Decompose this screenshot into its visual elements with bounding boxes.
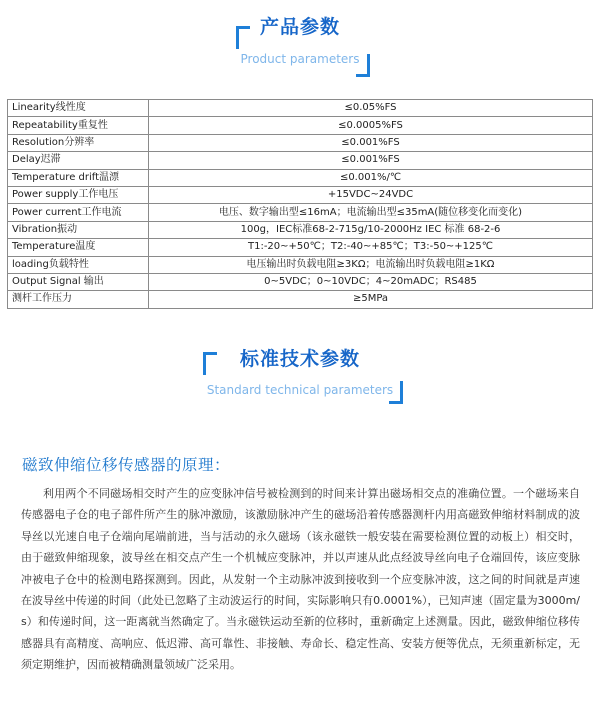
param-key: 测杆工作压力 <box>8 291 149 308</box>
param-key: Power supply工作电压 <box>8 186 149 203</box>
table-row <box>8 291 593 308</box>
section-title-en: Product parameters <box>240 52 360 66</box>
table-row <box>8 221 593 238</box>
section-title-zh: 产品参数 <box>259 16 340 38</box>
table-row <box>8 186 593 203</box>
param-key: Output Signal 输出 <box>8 273 149 290</box>
param-value: ≤0.0005%FS <box>149 117 593 134</box>
table-row <box>8 117 593 134</box>
param-value: 电压输出时负载电阻≥3KΩ；电流输出时负载电阻≥1KΩ <box>149 256 593 273</box>
param-key: Temperature温度 <box>8 239 149 256</box>
param-key: Power current工作电流 <box>8 204 149 221</box>
table-row <box>8 239 593 256</box>
table-row <box>8 256 593 273</box>
param-value: ≤0.001%/℃ <box>149 169 593 186</box>
param-value: ≤0.001%FS <box>149 152 593 169</box>
param-key: Resolution分辨率 <box>8 134 149 151</box>
table-row <box>8 134 593 151</box>
product-parameters-header <box>0 0 600 90</box>
param-value: +15VDC~24VDC <box>149 186 593 203</box>
param-value: 0~5VDC；0~10VDC；4~20mADC；RS485 <box>149 273 593 290</box>
section-title-zh: 标准技术参数 <box>239 348 360 370</box>
table-row <box>8 100 593 117</box>
param-value: ≥5MPa <box>149 291 593 308</box>
param-key: Repeatability重复性 <box>8 117 149 134</box>
param-value: ≤0.05%FS <box>149 100 593 117</box>
parameters-table <box>7 99 593 309</box>
table-row <box>8 273 593 290</box>
param-value: ≤0.001%FS <box>149 134 593 151</box>
param-value: 电压、数字输出型≤16mA；电流输出型≤35mA(随位移变化而变化) <box>149 204 593 221</box>
section-title-en: Standard technical parameters <box>206 383 394 397</box>
param-key: loading负载特性 <box>8 256 149 273</box>
param-key: Vibration振动 <box>8 221 149 238</box>
param-key: Temperature drift温漂 <box>8 169 149 186</box>
principle-body: 利用两个不同磁场相交时产生的应变脉冲信号被检测到的时间来计算出磁场相交点的准确位置。一个磁场来自传感器电子仓的电子部件所产生的脉冲激励，该激励脉冲产生的磁场沿着传感器测杆内用高磁致伸缩材料制成的波导丝以光速自电子仓端向尾端前进，当与活动的永久磁场（该永磁铁一般安装在需要检测位置的动板上）相交时，由于磁致伸缩现象，波导丝在相交点产生一个机械应变脉冲，并以声速从此点经波导丝向电子仓端回传，该应变脉冲被电子仓中的检测电路探测到。因此，从发射一个主动脉冲波到接收到一个应变脉冲波，这之间的时间就是声速在波导丝中传递的时间（此处已忽略了主动波运行的时间，实际影响只有0.0001%），已知声速（固定量为3000m/s）和传递时间，这一距离就当然确定了。当永磁铁运动至新的位移时，重新确定上述测量。因此，磁致伸缩位移传感器具有高精度、高响应、低迟滞、高可靠性、非接触、寿命长、稳定性高、安装方便等优点，无须重新标定，无须定期维护，因而被精确测量领域广泛采用。 <box>21 487 580 672</box>
param-value: T1:-20~+50℃；T2:-40~+85℃；T3:-50~+125℃ <box>149 239 593 256</box>
table-row <box>8 204 593 221</box>
table-row <box>8 152 593 169</box>
table-row <box>8 169 593 186</box>
param-value: 100g，IEC标准68-2-715g/10-2000Hz IEC 标准 68-2-6 <box>149 221 593 238</box>
param-key: Linearity线性度 <box>8 100 149 117</box>
param-key: Delay迟滞 <box>8 152 149 169</box>
standard-parameters-header <box>0 340 600 420</box>
principle-title: 磁致伸缩位移传感器的原理： <box>22 456 231 474</box>
